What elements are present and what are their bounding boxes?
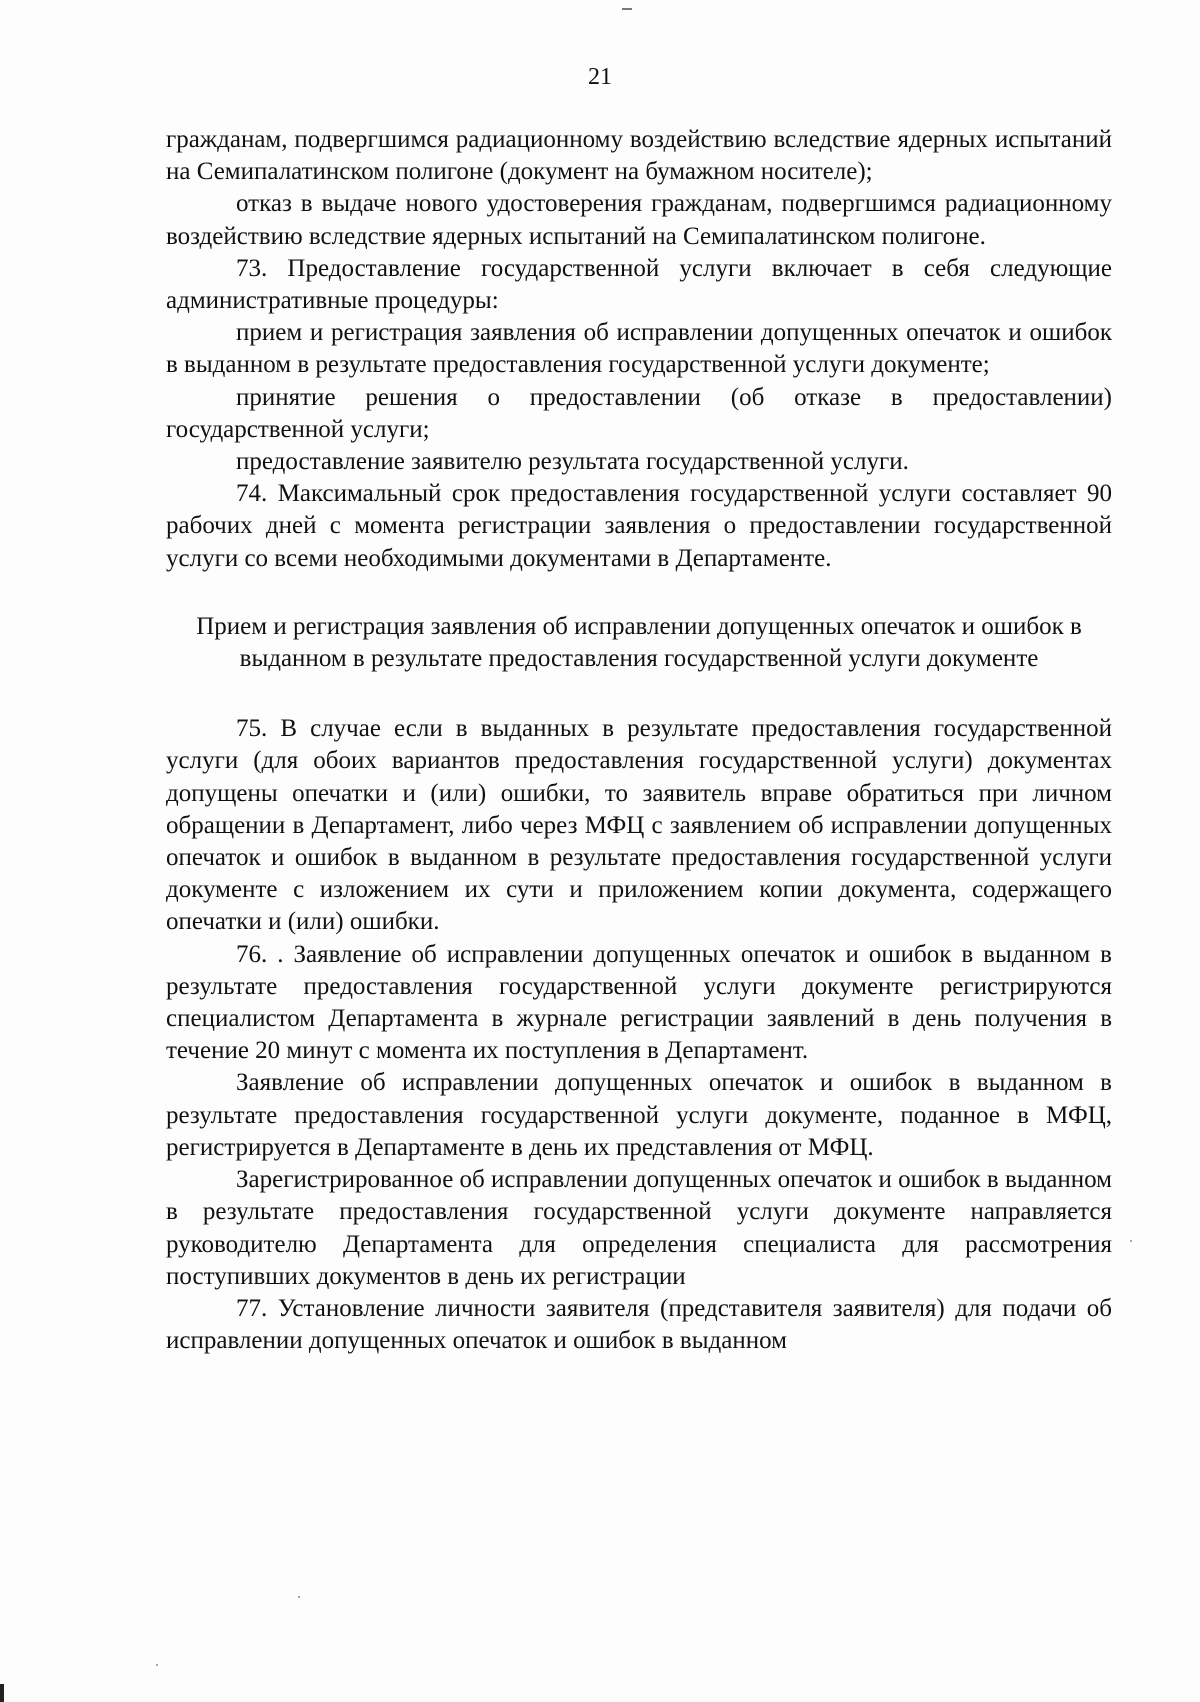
paragraph-73: 73. Предоставление государственной услуги включает в себя следующие административные процедуры:: [166, 254, 1112, 315]
scan-speck: [156, 1664, 158, 1666]
paragraph-procedure-2: принятие решения о предоставлении (об отказе в предоставлении) государственной услуги;: [166, 383, 1112, 443]
scan-speck: [1130, 1240, 1132, 1242]
paragraph-76: 76. . Заявление об исправлении допущенных опечаток и ошибок в выданном в результате предоставления государственной услуги документе регистрируются специалистом Департамента в журнале регистрации заявлений в день получения в течение 20 минут с момента их поступления в Департамент.: [166, 940, 1112, 1065]
paragraph-procedure-1: прием и регистрация заявления об исправлении допущенных опечаток и ошибок в выданном в результате предоставления государственной услуги документе;: [166, 319, 1112, 379]
paragraph-76-registered: Зарегистрированное об исправлении допущенных опечаток и ошибок в выданном в результате предоставления государственной услуги документе направляется руководителю Департамента для определения специалиста для рассмотрения поступивших документов в день их регистрации: [166, 1166, 1112, 1290]
paragraph-75: 75. В случае если в выданных в результате предоставления государственной услуги (для обоих вариантов предоставления государственной услуги) документах допущены опечатки и (или) ошибки, то заявитель вправе обратиться при личном обращении в Департамент, либо через МФЦ с заявлением об исправлении допущенных опечаток и ошибок в выданном в результате предоставления государственной услуги документе с изложением их сути и приложением копии документа, содержащего опечатки и (или) ошибки.: [166, 715, 1112, 936]
scan-artifact-corner: [0, 1684, 4, 1702]
section-heading: Прием и регистрация заявления об исправлении допущенных опечаток и ошибок в выданном в результате предоставления государственной услуги документе: [196, 612, 1082, 673]
paragraph-76-mfc: Заявление об исправлении допущенных опечаток и ошибок в выданном в результате предоставления государственной услуги документе, поданное в МФЦ, регистрируется в Департаменте в день их представления от МФЦ.: [166, 1069, 1112, 1161]
document-body: [166, 124, 1112, 1357]
paragraph-procedure-3: предоставление заявителю результата государственной услуги.: [236, 448, 909, 476]
scan-speck: [298, 1596, 300, 1598]
paragraph-77: 77. Установление личности заявителя (представителя заявителя) для подачи об исправлении допущенных опечаток и ошибок в выданном: [166, 1294, 1112, 1355]
paragraph-74: 74. Максимальный срок предоставления государственной услуги составляет 90 рабочих дней с момента регистрации заявления о предоставлении государственной услуги со всеми необходимыми документами в Департаменте.: [166, 480, 1112, 572]
scan-artifact-top: [622, 8, 632, 10]
paragraph-continuation: гражданам, подвергшимся радиационному воздействию вследствие ядерных испытаний на Семипалатинском полигоне (документ на бумажном носителе);: [166, 126, 1112, 186]
page-number: 21: [588, 64, 612, 90]
paragraph-refusal: отказ в выдаче нового удостоверения гражданам, подвергшимся радиационному воздействию вследствие ядерных испытаний на Семипалатинском полигоне.: [166, 190, 1112, 250]
